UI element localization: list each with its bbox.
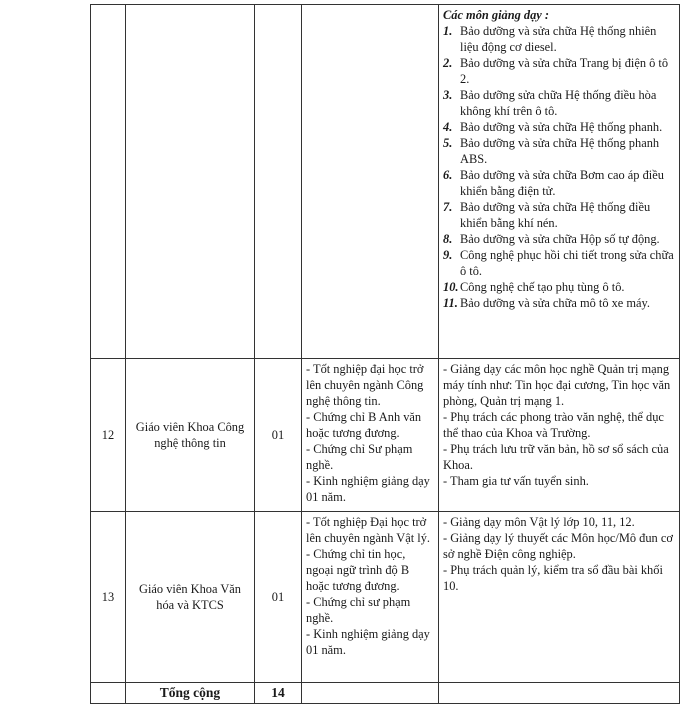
position-cell: Giáo viên Khoa Công nghệ thông tin — [126, 358, 255, 512]
list-item: 4. Bảo dưỡng và sửa chữa Hệ thống phanh. — [443, 120, 663, 134]
requirement-line: - Chứng chỉ Sư phạm nghề. — [306, 441, 413, 472]
task-line: - Phụ trách các phong trào văn nghệ, thể dục thể thao của Khoa và Trường. — [443, 409, 664, 440]
tasks-cell — [439, 682, 680, 703]
subjects-list — [443, 23, 675, 311]
list-item: 10. Công nghệ chế tạo phụ tùng ô tô. — [443, 280, 625, 294]
task-line: - Phụ trách lưu trữ văn bản, hồ sơ sổ sách của Khoa. — [443, 441, 669, 472]
list-item: 7. Bảo dưỡng và sửa chữa Hệ thống điều khiển bằng khí nén. — [443, 200, 651, 230]
table-row — [91, 5, 680, 359]
task-line: - Giảng dạy các môn học nghề Quản trị mạng máy tính như: Tin học đại cương, Tin học văn phòng, Quản trị mạng 1. — [443, 361, 671, 408]
table-row — [91, 512, 680, 683]
task-line: - Tham gia tư vấn tuyển sinh. — [443, 473, 589, 488]
list-item: 5. Bảo dưỡng và sửa chữa Hệ thống phanh ABS. — [443, 136, 660, 166]
total-label: Tổng cộng — [126, 682, 255, 703]
total-value: 14 — [255, 682, 302, 703]
tasks-cell — [439, 512, 680, 683]
list-item: 1. Bảo dưỡng và sửa chữa Hệ thống nhiên liệu động cơ diesel. — [443, 24, 657, 54]
task-line: - Phụ trách quản lý, kiểm tra sổ đầu bài khối 10. — [443, 563, 663, 594]
requirements-cell — [302, 5, 439, 359]
requirement-line: - Chứng chỉ B Anh văn hoặc tương đương. — [306, 409, 422, 440]
task-line: - Giảng dạy môn Vật lý lớp 10, 11, 12. — [443, 515, 635, 530]
list-item: 3. Bảo dưỡng sửa chữa Hệ thống điều hòa không khí trên ô tô. — [443, 88, 657, 118]
list-item: 2. Bảo dưỡng và sửa chữa Trang bị điện ô tô 2. — [443, 56, 669, 86]
requirement-line: - Chứng chỉ tin học, ngoại ngữ trình độ B hoặc tương đương. — [306, 547, 410, 594]
list-item: 11. Bảo dưỡng và sửa chữa mô tô xe máy. — [443, 296, 651, 310]
requirement-line: - Kinh nghiệm giảng dạy 01 năm. — [306, 473, 430, 504]
quantity-cell: 01 — [255, 512, 302, 683]
recruitment-table — [90, 4, 680, 704]
position-cell — [126, 5, 255, 359]
requirement-line: - Tốt nghiệp đại học trở lên chuyên ngành Công nghệ thông tin. — [306, 361, 424, 408]
table-row — [91, 358, 680, 512]
requirements-cell — [302, 512, 439, 683]
requirement-line: - Chứng chỉ sư phạm nghề. — [306, 595, 411, 626]
stt-cell: 13 — [91, 512, 126, 683]
requirement-line: - Kinh nghiệm giảng dạy 01 năm. — [306, 627, 430, 658]
task-line: - Giảng dạy lý thuyết các Môn học/Mô đun cơ sở nghề Điện công nghiệp. — [443, 531, 673, 562]
stt-cell — [91, 5, 126, 359]
stt-cell: 12 — [91, 358, 126, 512]
list-item: 9. Công nghệ phục hồi chi tiết trong sửa chữa ô tô. — [443, 248, 674, 278]
subjects-heading: Các môn giảng dạy : — [443, 8, 550, 22]
tasks-cell — [439, 358, 680, 512]
requirements-cell — [302, 682, 439, 703]
total-row — [91, 682, 680, 703]
quantity-cell — [255, 5, 302, 359]
stt-cell — [91, 682, 126, 703]
quantity-cell: 01 — [255, 358, 302, 512]
list-item: 8. Bảo dưỡng và sửa chữa Hộp số tự động. — [443, 232, 660, 246]
requirement-line: - Tốt nghiệp Đại học trở lên chuyên ngành Vật lý. — [306, 515, 430, 546]
position-cell: Giáo viên Khoa Văn hóa và KTCS — [126, 512, 255, 683]
tasks-cell — [439, 5, 680, 359]
requirements-cell — [302, 358, 439, 512]
list-item: 6. Bảo dưỡng và sửa chữa Bơm cao áp điều khiển bằng điện tử. — [443, 168, 664, 198]
